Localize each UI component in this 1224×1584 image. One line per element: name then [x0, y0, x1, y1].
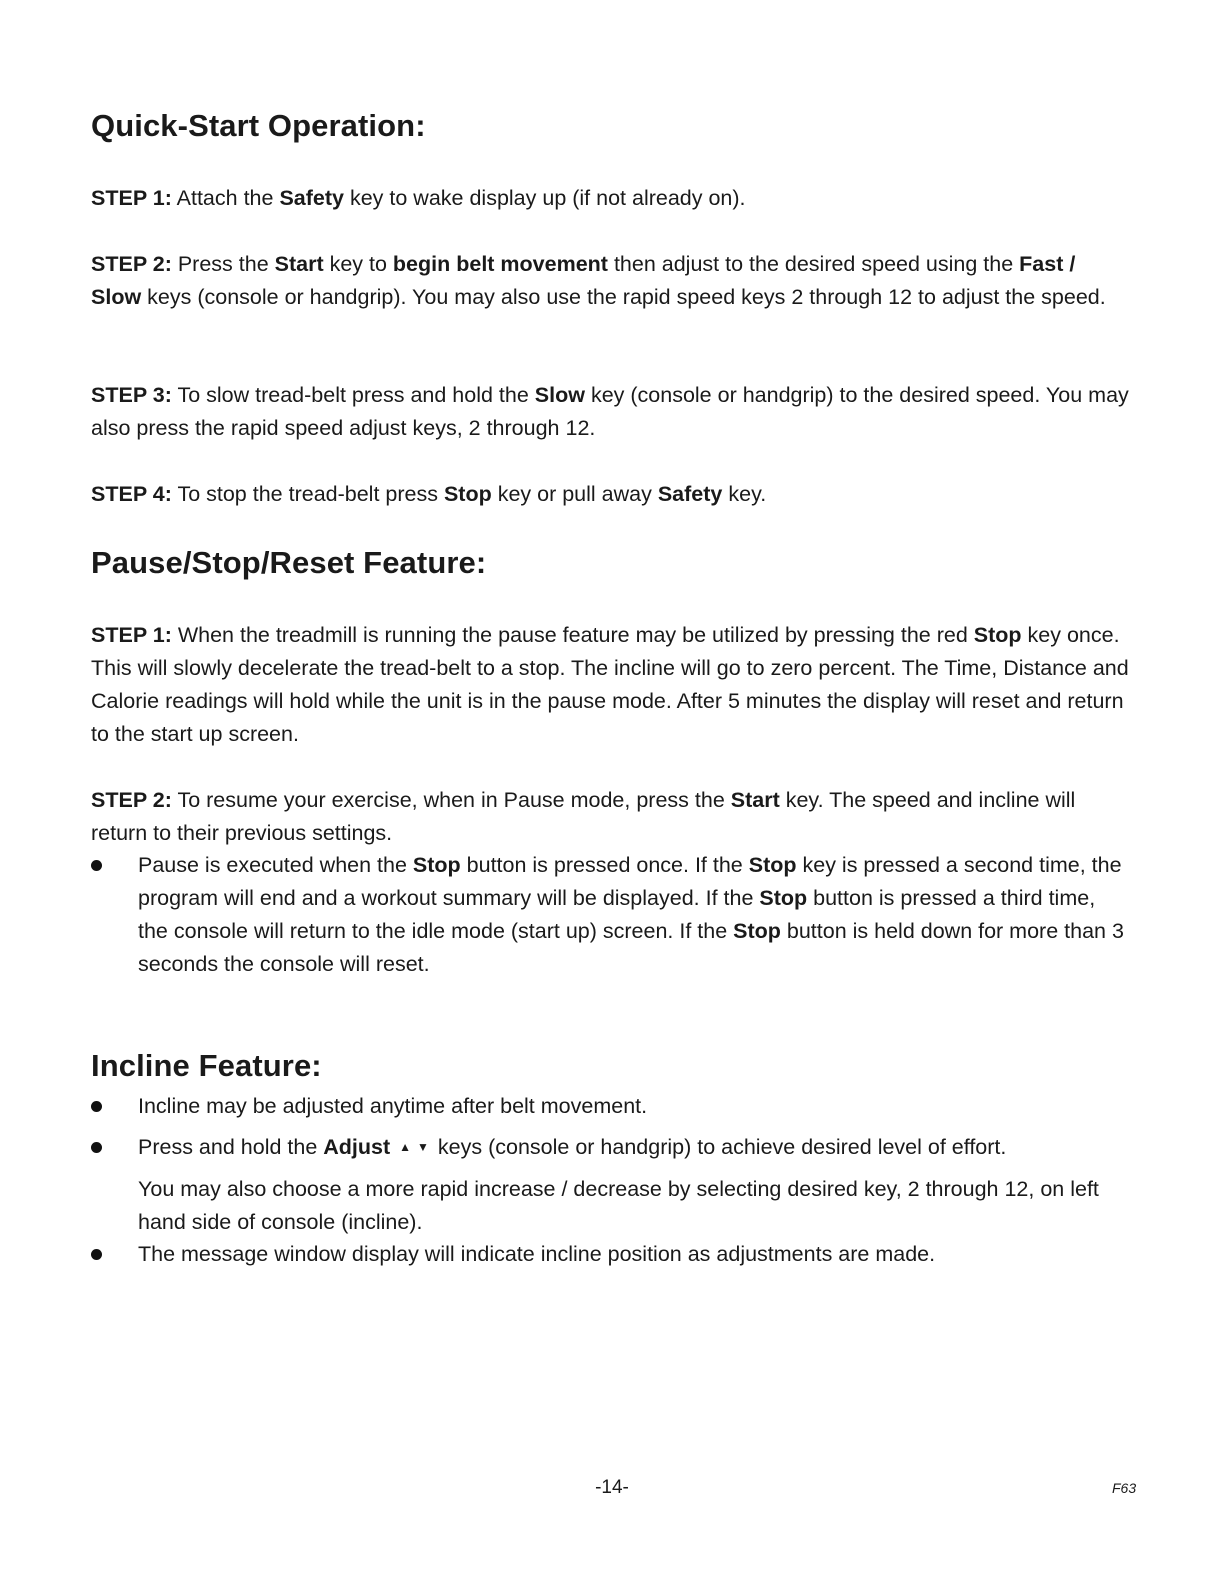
text: To resume your exercise, when in Pause mode, press the	[171, 788, 731, 812]
text: keys (console or handgrip). You may also use the rapid speed keys 2 through 12 to adjust the speed.	[141, 285, 1106, 309]
text: key once. This will slowly decelerate the tread-belt to a stop. The incline will go to zero percent. The Time, Distance and Calorie readings will hold while the unit is in the pause mode. After 5 minutes the display will reset and return to the start up screen.	[91, 623, 1129, 746]
pause-bullet	[91, 849, 1131, 981]
key-name: Stop	[759, 886, 808, 910]
key-name: Safety	[657, 482, 723, 506]
step-label: STEP 1:	[91, 186, 172, 210]
key-name: Stop	[973, 623, 1022, 647]
key-name: Adjust	[323, 1135, 391, 1159]
bullet-icon	[91, 860, 102, 871]
incline-bullet-2	[91, 1131, 1131, 1239]
pause-step-2	[91, 784, 1131, 850]
key-name: Stop	[412, 853, 461, 877]
key-name: Stop	[443, 482, 492, 506]
bullet-continuation: You may also choose a more rapid increase / decrease by selecting desired key, 2 through 12, on left hand side of console (incline).	[138, 1177, 1099, 1234]
page-number: -14-	[595, 1477, 629, 1498]
key-name: Stop	[733, 919, 781, 943]
pause-step-1	[91, 619, 1131, 751]
text: key to wake display up (if not already on).	[343, 186, 746, 210]
text: Press the	[171, 252, 275, 276]
bullet-text: Incline may be adjusted anytime after belt movement.	[138, 1094, 648, 1118]
section-title-quick-start: Quick-Start Operation:	[91, 108, 426, 143]
text: key is pressed a second time, the program will end and a workout summary will be displayed. If the	[138, 853, 1122, 910]
bullet-text	[138, 1131, 1131, 1164]
text: keys (console or handgrip) to achieve desired level of effort.	[431, 1135, 1007, 1159]
section-title-incline: Incline Feature:	[91, 1048, 322, 1083]
text: Press and hold the	[138, 1135, 324, 1159]
text: button is held down for more than 3 seconds the console will reset.	[138, 919, 1124, 976]
quick-start-step-4	[91, 478, 1131, 511]
text: button is pressed a third time, the console will return to the idle mode (start up) screen. If the	[138, 886, 1096, 943]
quick-start-step-1	[91, 182, 1131, 215]
text: key.	[722, 482, 767, 506]
text: key or pull away	[491, 482, 658, 506]
text: key (console or handgrip) to the desired speed. You may also press the rapid speed adjust keys, 2 through 12.	[91, 383, 1129, 440]
text: key. The speed and incline will return to their previous settings.	[91, 788, 1076, 845]
arrow-up-icon: ▲	[399, 1140, 412, 1154]
quick-start-step-2	[91, 248, 1131, 314]
text: button is pressed once. If the	[460, 853, 749, 877]
bullet-icon	[91, 1142, 102, 1153]
text: key to	[323, 252, 393, 276]
key-name: Stop	[748, 853, 797, 877]
incline-bullet-1	[91, 1090, 1131, 1123]
bullet-icon	[91, 1101, 102, 1112]
incline-bullet-3	[91, 1238, 1131, 1271]
step-label: STEP 2:	[91, 252, 172, 276]
arrow-down-icon: ▼	[417, 1140, 429, 1154]
step-label: STEP 2:	[91, 788, 172, 812]
emphasis: begin belt movement	[392, 252, 608, 276]
step-label: STEP 3:	[91, 383, 172, 407]
key-name: Start	[274, 252, 324, 276]
text: When the treadmill is running the pause feature may be utilized by pressing the red	[171, 623, 974, 647]
model-code: F63	[1112, 1480, 1137, 1496]
key-name: Start	[730, 788, 780, 812]
text: Attach the	[171, 186, 280, 210]
bullet-icon	[91, 1249, 102, 1260]
step-label: STEP 4:	[91, 482, 172, 506]
text: Pause is executed when the	[138, 853, 413, 877]
key-name: Safety	[279, 186, 344, 210]
text: To stop the tread-belt press	[171, 482, 444, 506]
bullet-text	[138, 849, 1131, 981]
key-name: Fast / Slow	[91, 252, 1076, 309]
section-title-pause-stop-reset: Pause/Stop/Reset Feature:	[91, 545, 487, 580]
bullet-text: The message window display will indicate incline position as adjustments are made.	[138, 1242, 936, 1266]
text: To slow tread-belt press and hold the	[171, 383, 535, 407]
key-name: Slow	[534, 383, 585, 407]
text: then adjust to the desired speed using the	[607, 252, 1020, 276]
quick-start-step-3	[91, 379, 1131, 445]
step-label: STEP 1:	[91, 623, 172, 647]
